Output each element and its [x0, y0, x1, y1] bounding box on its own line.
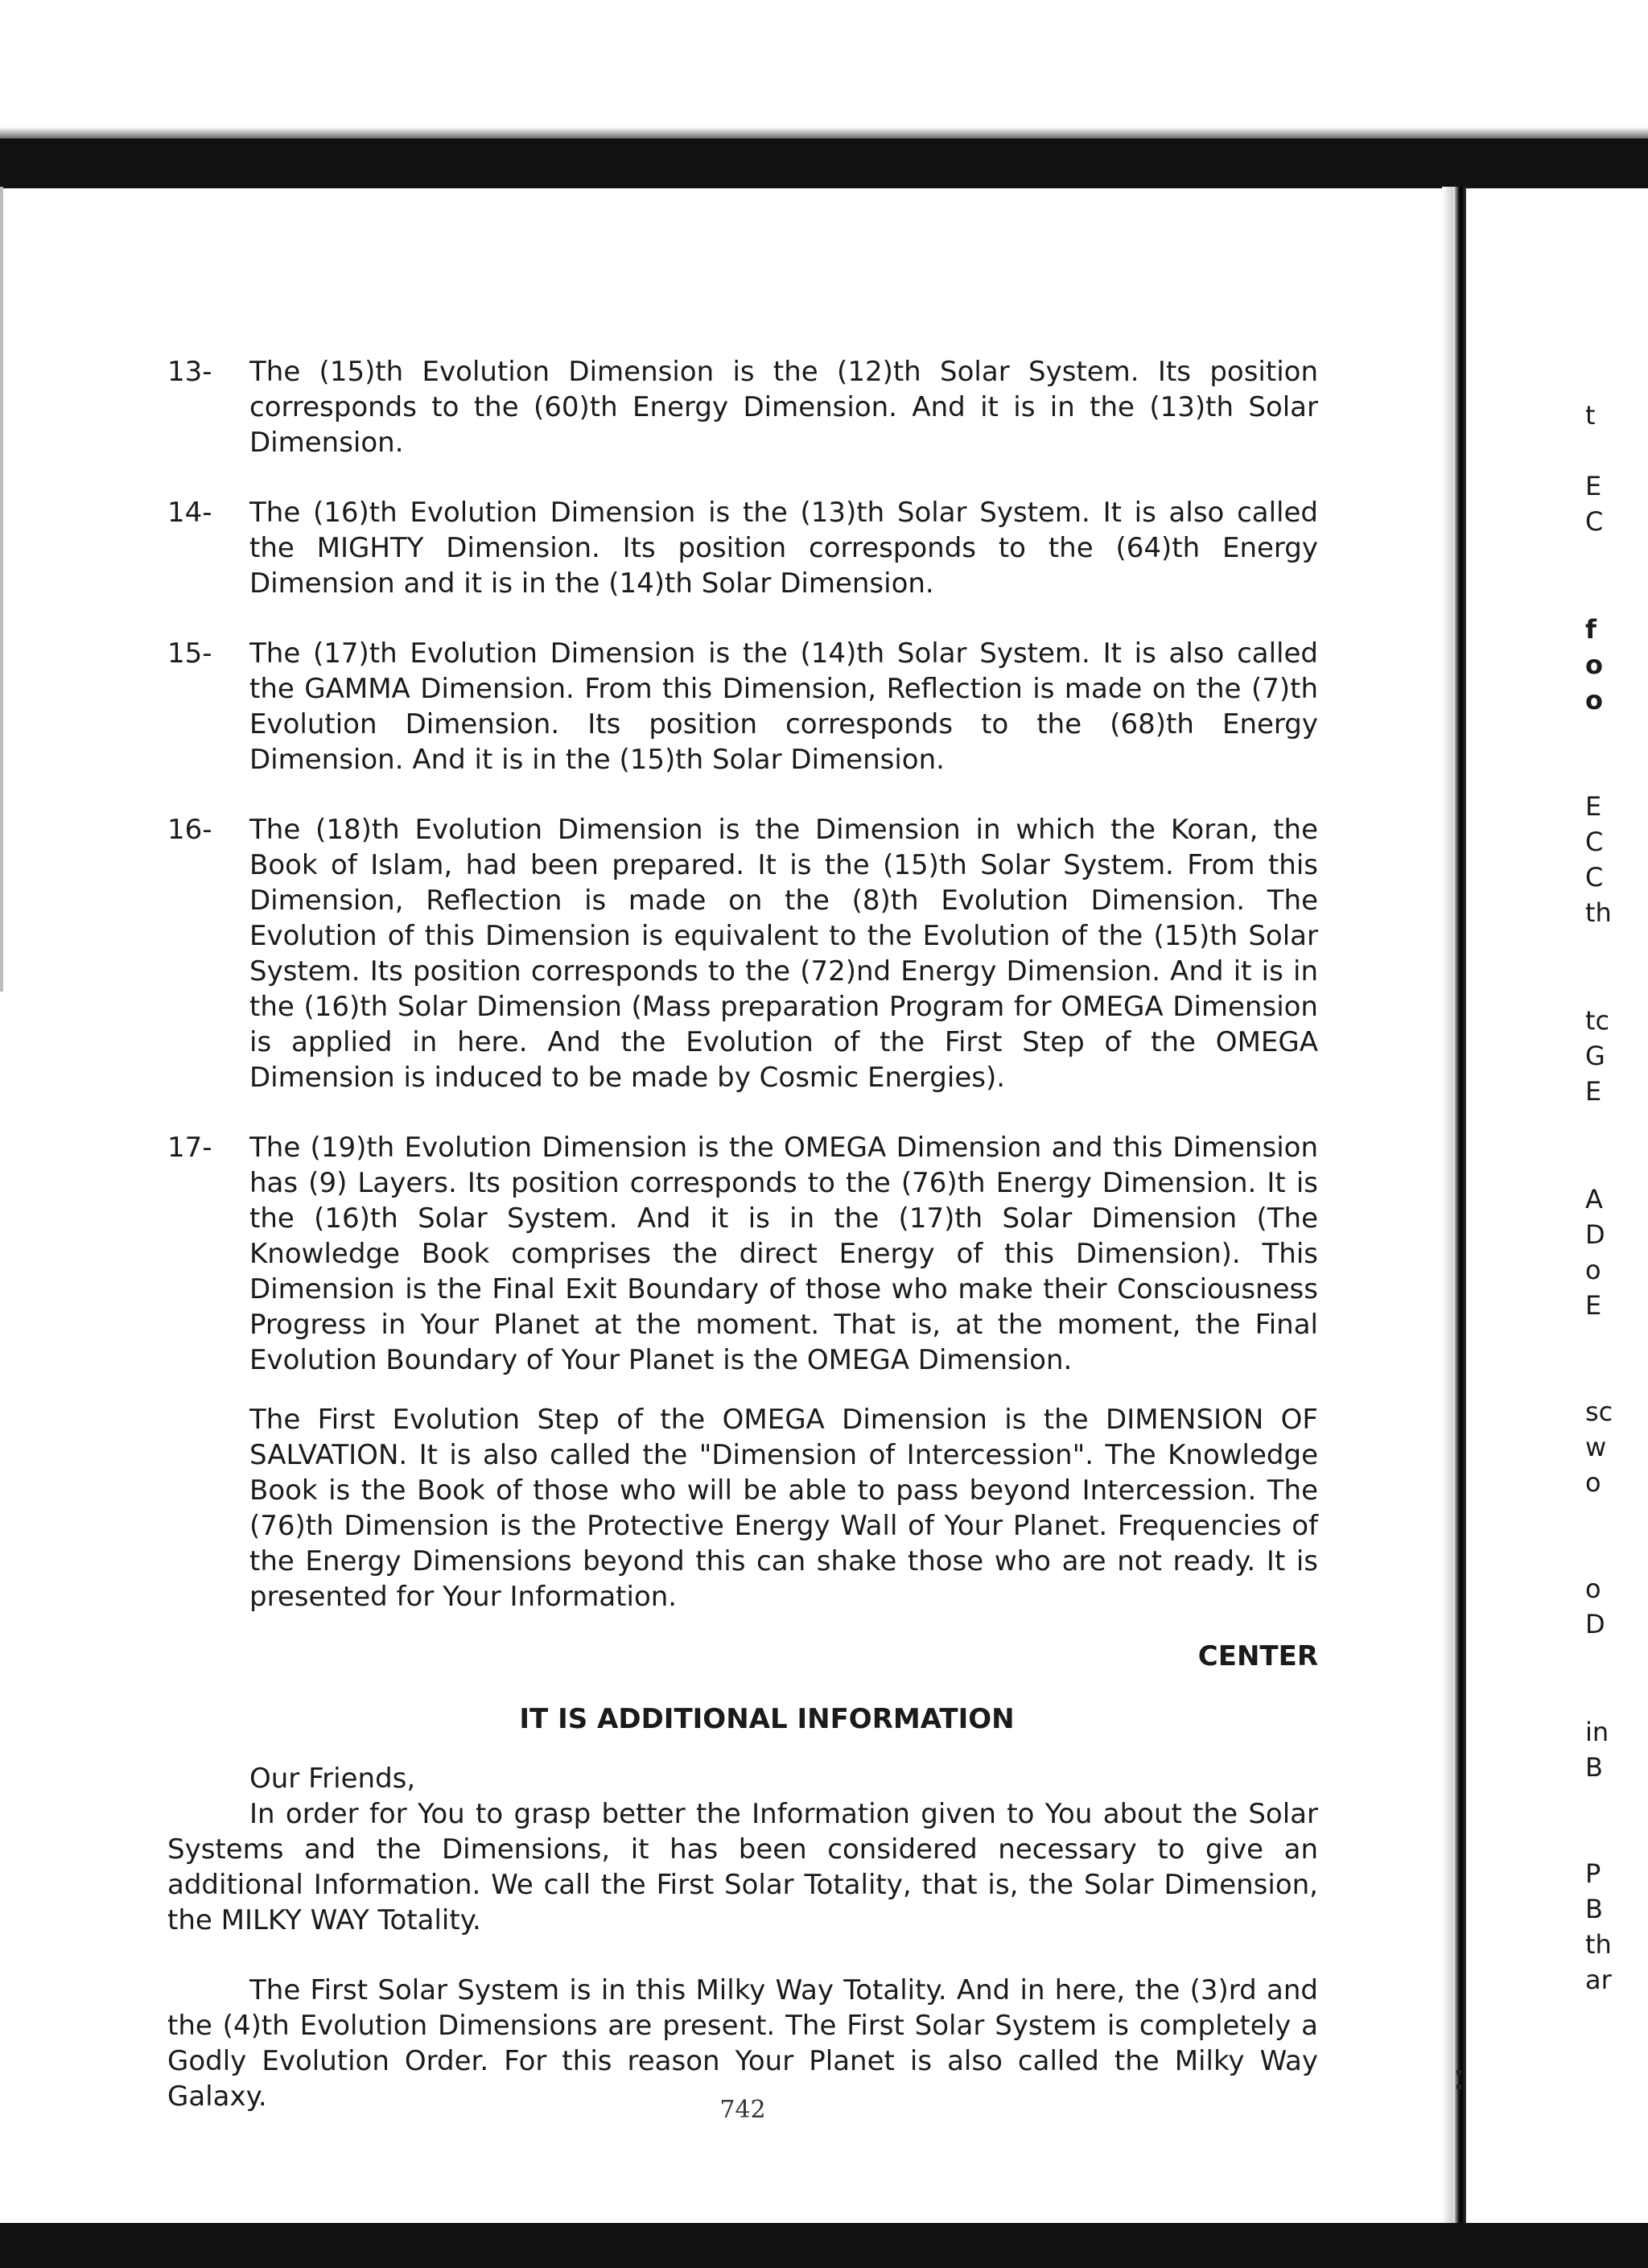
bottom-scan-border	[0, 2223, 1648, 2268]
item-number: 16-	[167, 814, 212, 846]
list-item-13	[167, 354, 1318, 460]
item-text: The (15)th Evolution Dimension is the (12)th Solar System. Its position corresponds to the (60)th Energy Dimension. And it is in the (13)th Solar Dimension.	[249, 356, 1318, 459]
fragment: A	[1585, 1184, 1603, 1214]
fragment: o	[1585, 685, 1603, 715]
fragment: E	[1585, 791, 1602, 822]
fragment: E	[1585, 1290, 1602, 1321]
fragment: t	[1585, 400, 1596, 431]
fragment: th	[1585, 1929, 1612, 1960]
list-item-17	[167, 1130, 1318, 1378]
fragment: o	[1585, 649, 1603, 680]
page-content	[167, 354, 1318, 2149]
fragment: tc	[1585, 1005, 1610, 1036]
top-scan-border	[0, 138, 1648, 188]
gutter-shadow	[1442, 187, 1453, 2223]
fragment: o	[1585, 1573, 1601, 1604]
fragment: C	[1585, 827, 1604, 857]
fragment: D	[1585, 1609, 1605, 1639]
item-text: The (17)th Evolution Dimension is the (14)th Solar System. It is also called the GAMMA Dimension. From this Dimension, Reflection is made on the (7)th Evolution Dimension. Its position corresponds to the (68)th Energy Dimension. And it is in the (15)th Solar Dimension.	[249, 637, 1318, 776]
next-page-fragments	[1585, 0, 1648, 2268]
fragment: G	[1585, 1041, 1605, 1071]
item-text: The (18)th Evolution Dimension is the Dimension in which the Koran, the Book of Islam, had been prepared. It is the (15)th Solar System. From this Dimension, Reflection is made on the (8)th Evolution Dimension. The Evolution of this Dimension is equivalent to the Evolution of the (15)th Solar System. Its position corresponds to the (72)nd Energy Dimension. And it is in the (16)th Solar Dimension (Mass preparation Program for OMEGA Dimension is applied in here. And the Evolution of the First Step of the OMEGA Dimension is induced to be made by Cosmic Energies).	[249, 814, 1318, 1094]
fragment: E	[1585, 1076, 1602, 1107]
body-paragraph: In order for You to grasp better the Information given to You about the Solar Systems and the Dimensions, it has been considered necessary to give an additional Information. We call the First Solar Totality, that is, the Solar Dimension, the MILKY WAY Totality.	[167, 1798, 1318, 1936]
body-paragraph: The First Solar System is in this Milky Way Totality. And in here, the (3)rd and the (4)th Evolution Dimensions are present. The First Solar System is completely a Godly Evolution Order. For this reason Your Planet is also called the Milky Way Galaxy.	[167, 1974, 1318, 2113]
fragment: o	[1585, 1467, 1601, 1498]
item-number: 13-	[167, 356, 212, 388]
fragment: B	[1585, 1752, 1603, 1783]
book-gutter	[1453, 187, 1466, 2223]
item-text: The (19)th Evolution Dimension is the OMEGA Dimension and this Dimension has (9) Layers. Its position corresponds to the (76)th Energy Dimension. It is the (16)th Solar System. And it is in the (17)th Solar Dimension (The Knowledge Book comprises the direct Energy of this Dimension). This Dimension is the Final Exit Boundary of those who make their Consciousness Progress in Your Planet at the moment. That is, at the moment, the Final Evolution Boundary of Your Planet is the OMEGA Dimension.	[249, 1132, 1318, 1376]
fragment: th	[1585, 897, 1612, 928]
list-item-14	[167, 495, 1318, 601]
fragment: o	[1585, 1255, 1601, 1285]
fragment: w	[1585, 1432, 1607, 1462]
greeting: Our Friends,	[249, 1763, 416, 1795]
item-number: 15-	[167, 637, 212, 670]
list-item-16	[167, 812, 1318, 1095]
section-title: IT IS ADDITIONAL INFORMATION	[519, 1703, 1015, 1735]
center-label: CENTER	[1197, 1640, 1318, 1672]
fragment: D	[1585, 1219, 1605, 1250]
item-text: The (16)th Evolution Dimension is the (13)th Solar System. It is also called the MIGHTY Dimension. Its position corresponds to the (64)th Energy Dimension and it is in the (14)th Solar Dimension.	[249, 497, 1318, 600]
page-number: 742	[719, 2096, 766, 2124]
fragment: ar	[1585, 1965, 1612, 1995]
item-17-continuation: The First Evolution Step of the OMEGA Dimension is the DIMENSION OF SALVATION. It is also called the "Dimension of Intercession". The Knowledge Book is the Book of those who will be able to pass beyond Intercession. The (76)th Dimension is the Protective Energy Wall of Your Planet. Frequencies of the Energy Dimensions beyond this can shake those who are not ready. It is presented for Your Information.	[249, 1404, 1318, 1613]
fragment: in	[1585, 1717, 1609, 1747]
list-item-15	[167, 636, 1318, 777]
fragment: f	[1585, 614, 1596, 645]
gutter-marks	[1456, 2070, 1461, 2099]
fragment: C	[1585, 862, 1604, 893]
fragment: C	[1585, 506, 1604, 537]
item-number: 14-	[167, 497, 212, 529]
fragment: B	[1585, 1894, 1603, 1924]
item-number: 17-	[167, 1132, 212, 1164]
left-page-edge	[0, 187, 3, 992]
fragment: E	[1585, 471, 1602, 501]
fragment: P	[1585, 1858, 1601, 1889]
fragment: sc	[1585, 1396, 1613, 1427]
